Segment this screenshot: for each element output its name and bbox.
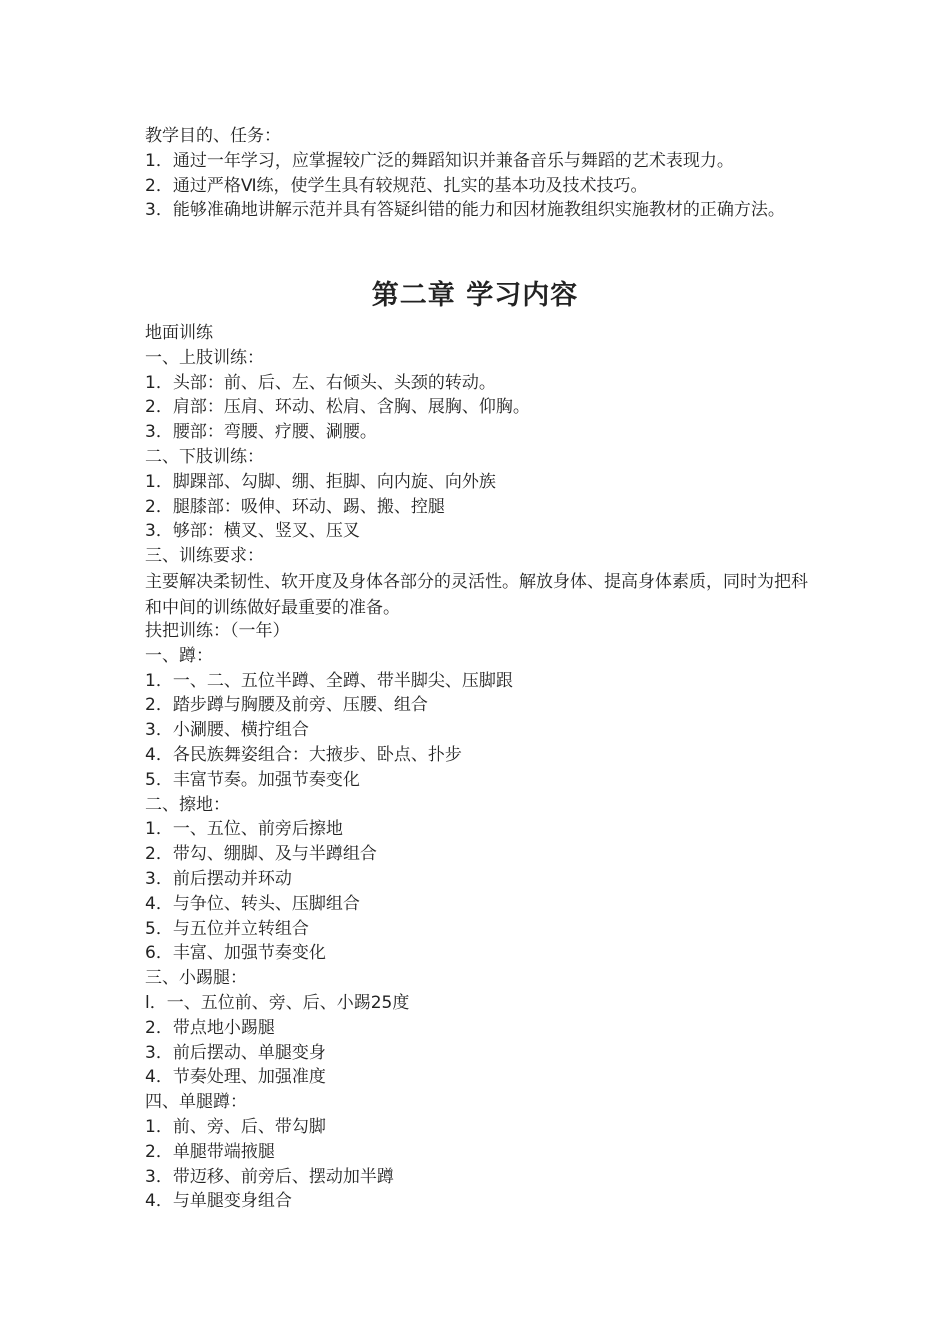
content-line: 2．单腿带端掖腿 [145, 1141, 275, 1162]
content-line: 2．踏步蹲与胸腰及前旁、压腰、组合 [145, 695, 428, 716]
content-line: 2．带勾、绷脚、及与半蹲组合 [145, 844, 377, 865]
content-line: 4．与争位、转头、压脚组合 [145, 893, 360, 914]
content-line: 4．各民族舞姿组合：大掖步、卧点、扑步 [145, 744, 462, 765]
intro-item: 2．通过严格Ⅵ练，使学生具有较规范、扎实的基本功及技术技巧。 [145, 175, 648, 196]
content-line: 3．够部：横叉、竖叉、压叉 [145, 521, 360, 542]
chapter-title: 第二章 学习内容 [371, 280, 579, 311]
content-line: 1．一、二、五位半蹲、全蹲、带半脚尖、压脚跟 [145, 670, 513, 691]
content-line: 1．一、五位、前旁后擦地 [145, 819, 343, 840]
content-line: 2．腿膝部：吸伸、环动、踢、搬、控腿 [145, 496, 445, 517]
content-section-b [145, 619, 813, 1214]
content-line: 2．带点地小踢腿 [145, 1017, 275, 1038]
content-line: 6．丰富、加强节奏变化 [145, 943, 326, 964]
content-line: 3．腰部：弯腰、疗腰、涮腰。 [145, 422, 377, 443]
content-line: 1．脚踝部、勾脚、绷、拒脚、向内旋、向外族 [145, 471, 496, 492]
content-line: 5．丰富节奏。加强节奏变化 [145, 769, 360, 790]
content-line: 3．小涮腰、横拧组合 [145, 720, 309, 741]
intro-item: 1．通过一年学习，应掌握较广泛的舞蹈知识并兼备音乐与舞蹈的艺术表现力。 [145, 150, 734, 171]
content-line: 扶把训练：（一年） [145, 621, 290, 641]
content-line: 三、训练要求： [145, 546, 264, 567]
content-line: 2．肩部：压肩、环动、松肩、含胸、展胸、仰胸。 [145, 397, 530, 418]
content-line: 1．前、旁、后、带勾脚 [145, 1116, 326, 1137]
content-line: 二、擦地： [145, 794, 230, 815]
intro-section [145, 124, 813, 223]
content-line: 3．带迈移、前旁后、摆动加半蹲 [145, 1166, 394, 1187]
content-line: 1．头部：前、后、左、右倾头、头颈的转动。 [145, 372, 496, 393]
content-line: 5．与五位并立转组合 [145, 918, 309, 939]
content-line: 四、单腿蹲： [145, 1092, 247, 1113]
content-line: 4．节奏处理、加强准度 [145, 1067, 326, 1088]
intro-item: 3．能够准确地讲解示范并具有答疑纠错的能力和因材施教组织实施教材的正确方法。 [145, 200, 785, 221]
content-line: 三、小踢腿： [145, 968, 247, 989]
requirement-paragraph: 主要解决柔韧性、软开度及身体各部分的灵活性。解放身体、提高身体素质，同时为把科和中间的训练做好最重要的准备。 [145, 571, 808, 618]
content-line: 3．前后摆动、单腿变身 [145, 1042, 326, 1063]
content-section-a [145, 321, 813, 621]
content-line: 3．前后摆动并环动 [145, 868, 292, 889]
intro-heading: 教学目的、任务： [145, 126, 281, 146]
content-line: 4．与单腿变身组合 [145, 1191, 292, 1212]
content-line: 地面训练 [145, 323, 213, 343]
content-line: l．一、五位前、旁、后、小踢25度 [145, 992, 410, 1013]
content-line: 一、上肢训练： [145, 347, 264, 368]
content-line: 一、蹲： [145, 645, 213, 666]
content-line: 二、下肢训练： [145, 446, 264, 467]
